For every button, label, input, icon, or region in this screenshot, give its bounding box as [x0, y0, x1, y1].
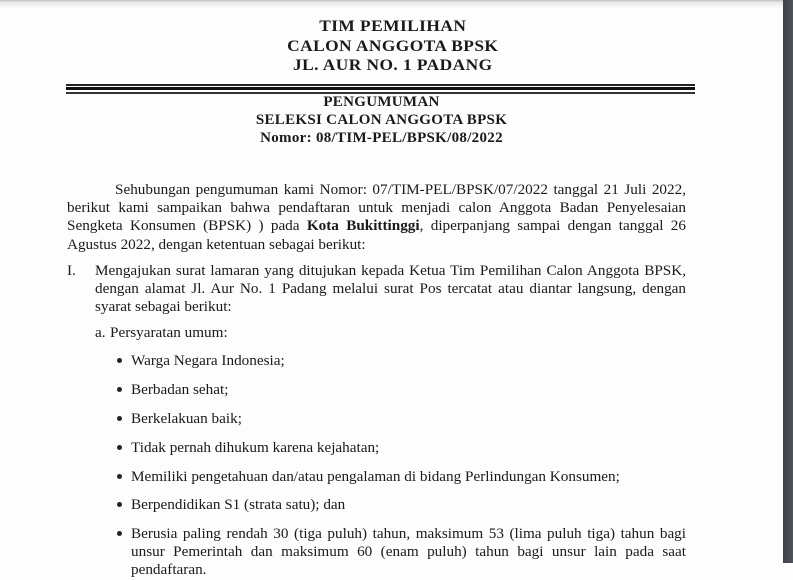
subsection-label: Persyaratan umum: [110, 324, 228, 341]
letterhead-line-3: JL. AUR NO. 1 PADANG [292, 57, 493, 74]
intro-text: Sehubungan pengumuman kami Nomor: 07/TIM-PEL/BPSK/07/2022 tanggal 21 Juli 2022, berikut kami sampaikan bahwa pendaftaran untuk menjadi calon Anggota Badan Penyelesaian Sengketa Konsumen (BPSK) ) pada [67, 181, 686, 235]
intro-city: Kota Bukittinggi [306, 217, 420, 235]
bullet-icon [117, 531, 122, 536]
bullet-icon [117, 502, 122, 507]
bullet-icon [117, 416, 122, 421]
letterhead-line-2: CALON ANGGOTA BPSK [287, 38, 499, 55]
section-marker: I. [67, 262, 76, 279]
intro-paragraph [67, 181, 686, 254]
viewer-edge-scrollbar[interactable] [783, 0, 793, 563]
bullet-icon [117, 445, 122, 450]
bullet-icon [117, 474, 122, 479]
bullet-icon [117, 358, 122, 363]
announcement-subtitle: SELEKSI CALON ANGGOTA BPSK [255, 112, 508, 128]
subsection-marker: a. [95, 324, 106, 341]
document-page: TIM PEMILIHAN CALON ANGGOTA BPSK JL. AUR NO. 1 PADANG PENGUMUMAN SELEKSI CALON ANGGOTA BPSK Nomor: 08/TIM-PEL/BPSK/08/2022 Sehubungan pengumuman kami Nomor: 07/TIM-PEL/BPSK/07/2022 tanggal 21 Juli 2022, berikut kami sampaikan bahwa pendaftaran untuk menjadi calon Anggota Badan Penyelesaian Sengketa Konsumen (BPSK) ) pada Kota Bukittinggi, diperpanjang sampai dengan tanggal 26 Agustus 2022, dengan ketentuan sebagai berikut: I. Mengajukan surat lamaran yang ditujukan kepada Ketua Tim Pemilihan Calon Anggota BPSK, dengan alamat Jl. Aur No. 1 Padang melalui surat Pos tercatat atau diantar langsung, dengan syarat sebagai berikut: a. Persyaratan umum: Warga Negara Indonesia; Berbadan sehat; Berkelakuan baik; Tidak pernah dihukum karena kejahatan; Memiliki pengetahuan dan/atau pengalaman di bidang Perlindungan Konsumen; Berpendidikan S1 (strata satu); dan Berusia paling rendah 30 (tiga puluh) tahun, maksimum 53 (lima puluh tiga) tahun bagi unsur Pemerintah dan maksimum 60 (enam puluh) tahun bagi unsur lain pada saat pendaftaran. [0, 0, 783, 563]
announcement-number: Nomor: 08/TIM-PEL/BPSK/08/2022 [260, 130, 503, 146]
section-text: Mengajukan surat lamaran yang ditujukan kepada Ketua Tim Pemilihan Calon Anggota BPSK, dengan alamat Jl. Aur No. 1 Padang melalui surat Pos tercatat atau diantar langsung, dengan syarat sebagai berikut: [95, 262, 686, 316]
letterhead-line-1: TIM PEMILIHAN [319, 18, 467, 35]
announcement-title: PENGUMUMAN [323, 94, 440, 110]
bullet-icon [117, 387, 122, 392]
intro-text-end: , diperpanjang sampai dengan tanggal 26 Agustus 2022, dengan ketentuan sebagai berikut: [67, 217, 686, 253]
letterhead-divider [66, 84, 695, 94]
top-edge-shadow [0, 0, 783, 8]
